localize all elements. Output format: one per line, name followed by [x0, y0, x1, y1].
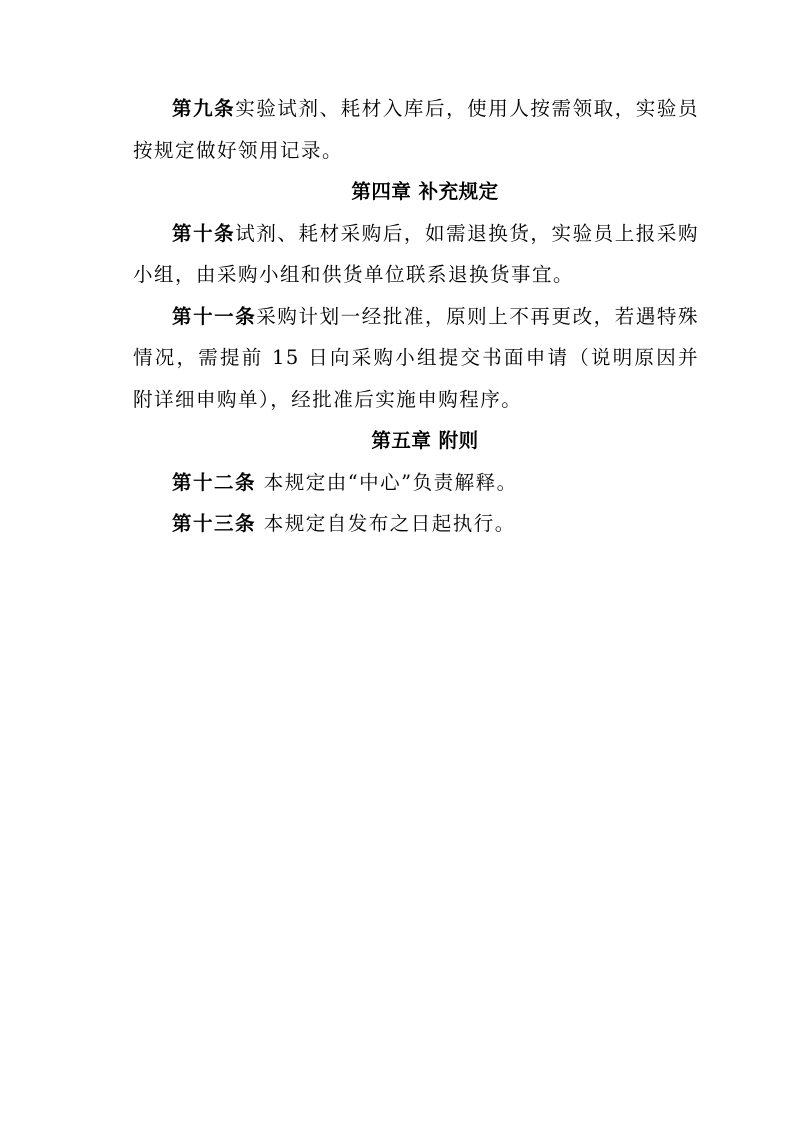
article-13 [133, 503, 699, 545]
chapter-heading: 第四章 补充规定 [351, 180, 499, 203]
article-text: 本规定由“中心”负责解释。 [256, 470, 518, 494]
article-number: 第十二条 [172, 470, 257, 494]
article-text: 试剂、耗材采购后，如需退换货，实验员上报采购小组，由采购小组和供货单位联系退换货事宜。 [133, 221, 699, 286]
article-number: 第九条 [172, 97, 236, 120]
article-text: 本规定自发布之日起执行。 [256, 512, 516, 535]
article-11 [133, 296, 699, 421]
article-text: 实验试剂、耗材入库后，使用人按需领取，实验员按规定做好领用记录。 [133, 97, 699, 162]
article-9 [133, 88, 699, 171]
document-body [133, 88, 699, 545]
article-number: 第十条 [172, 221, 236, 245]
article-number: 第十一条 [172, 304, 257, 328]
article-text: 采购计划一经批准，原则上不再更改，若遇特殊情况，需提前 15 日向采购小组提交书面申请（说明原因并附详细申购单），经批准后实施申购程序。 [133, 304, 699, 411]
article-number: 第十三条 [172, 512, 257, 535]
chapter-heading: 第五章 附则 [371, 429, 479, 452]
article-12 [133, 462, 699, 504]
article-10 [133, 213, 699, 296]
